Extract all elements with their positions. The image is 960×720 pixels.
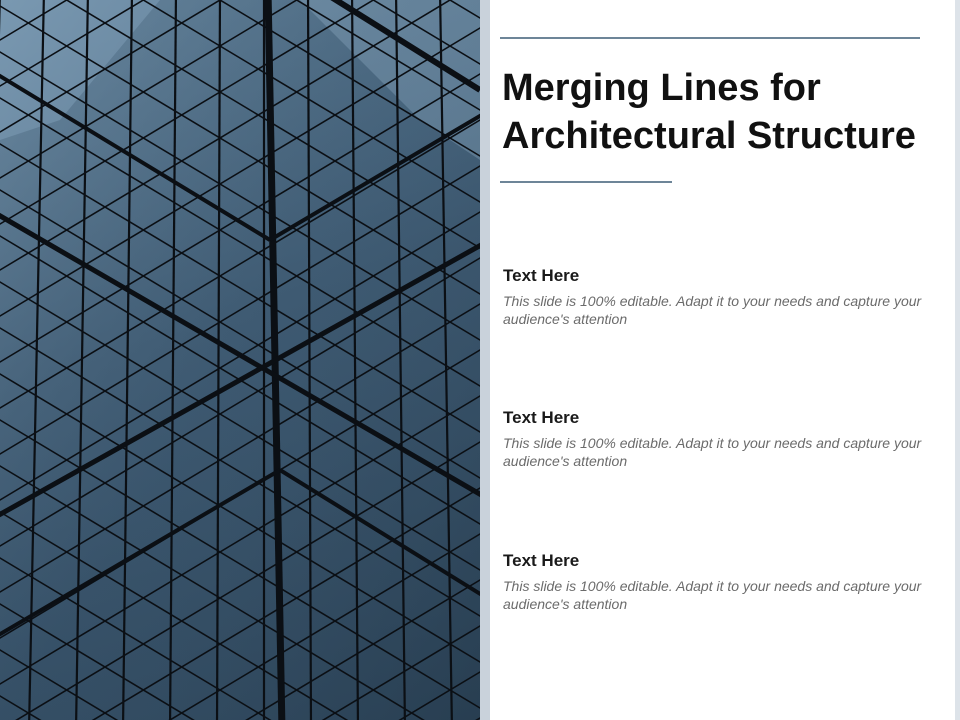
text-item-1 [503,265,923,328]
right-edge-bar [955,0,960,720]
text-item-heading: Text Here [503,408,580,427]
title-line-2: Architectural Structure [502,115,916,157]
text-item-2 [503,407,923,470]
text-item-3 [503,550,923,613]
title-line-1: Merging Lines for [502,67,821,109]
text-item-heading: Text Here [503,551,580,570]
title-bottom-rule [500,181,672,183]
text-item-body: This slide is 100% editable. Adapt it to your needs and capture your audience's attention [503,293,922,327]
photo-divider [480,0,490,720]
slide-title [502,64,942,160]
text-item-body: This slide is 100% editable. Adapt it to your needs and capture your audience's attention [503,578,922,612]
text-item-heading: Text Here [503,266,580,285]
text-item-body: This slide is 100% editable. Adapt it to your needs and capture your audience's attention [503,435,922,469]
title-top-rule [500,37,920,39]
